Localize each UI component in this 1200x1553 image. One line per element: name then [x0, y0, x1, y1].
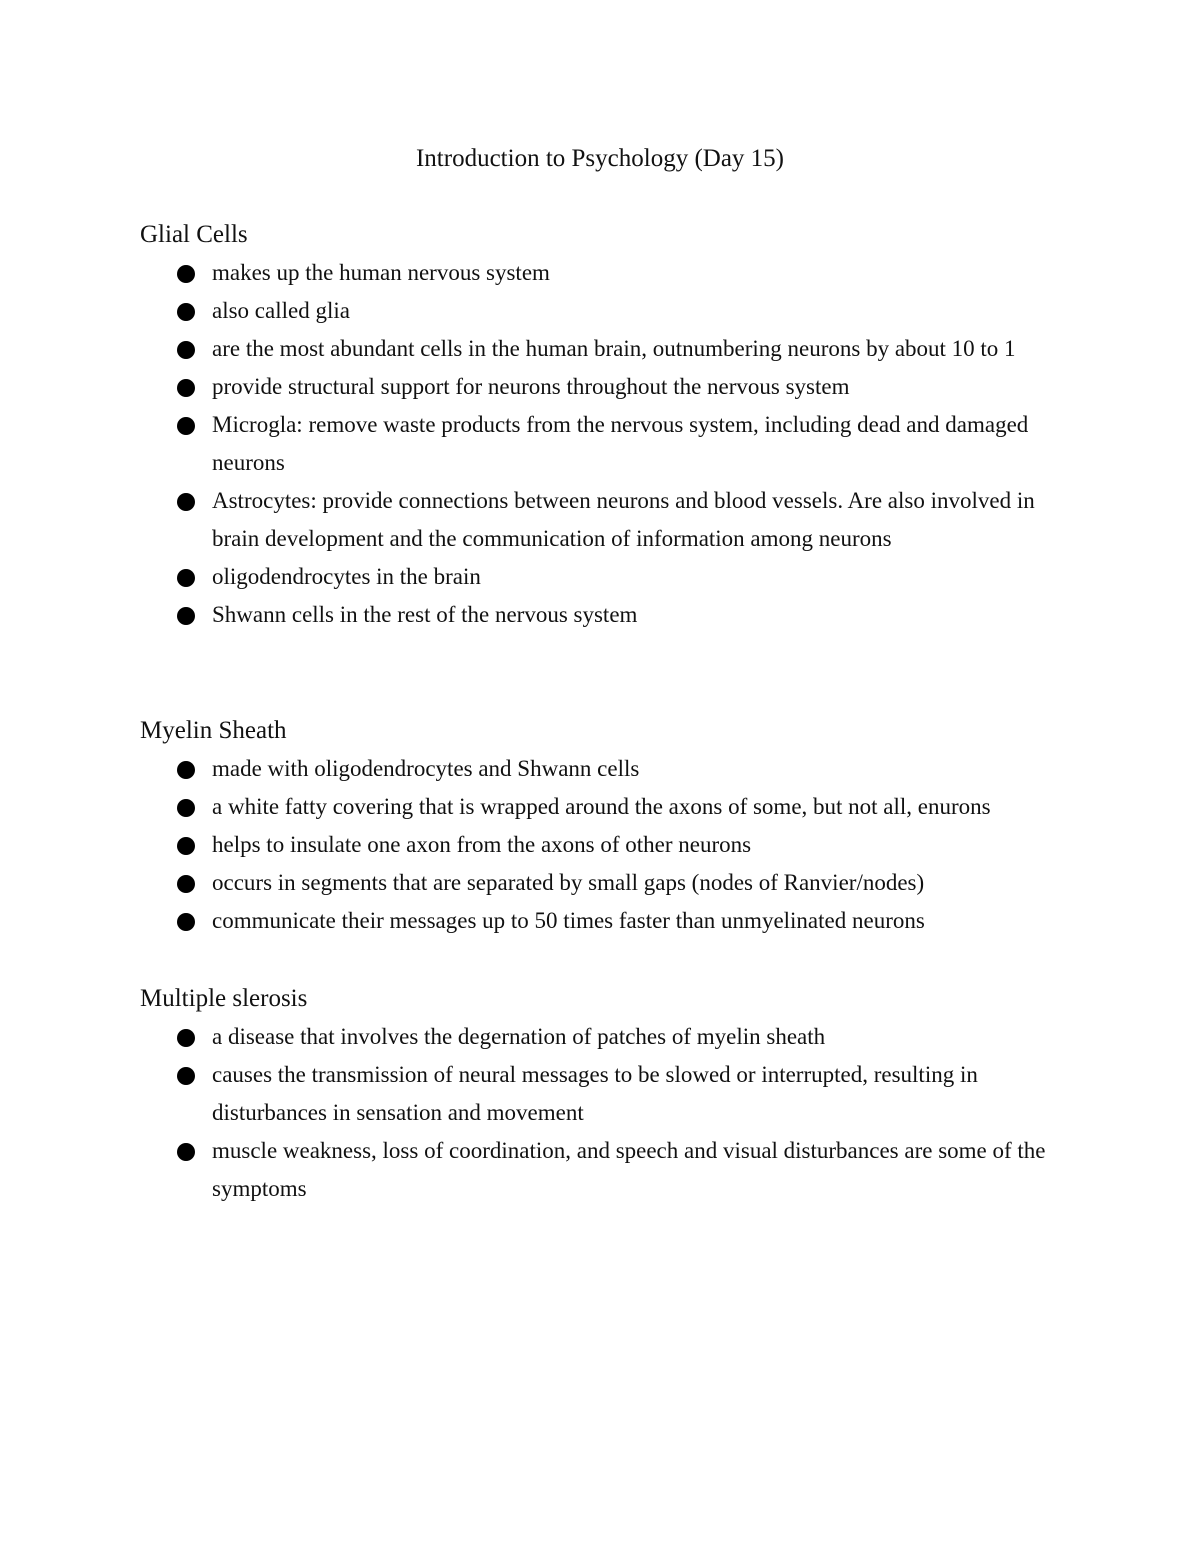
- list-item-text: a white fatty covering that is wrapped around the axons of some, but not all, enurons: [212, 794, 991, 819]
- bullet-icon: [177, 417, 195, 435]
- list-item-text: communicate their messages up to 50 times faster than unmyelinated neurons: [212, 908, 925, 933]
- section-heading: Glial Cells: [140, 221, 248, 248]
- list-item: [212, 1132, 1080, 1208]
- bullet-icon: [177, 1067, 195, 1085]
- list-item: [212, 558, 1080, 596]
- bullet-list: [140, 750, 1080, 940]
- bullet-icon: [177, 569, 195, 587]
- list-item-text: are the most abundant cells in the human brain, outnumbering neurons by about 10 to 1: [212, 336, 1016, 361]
- list-item-text: provide structural support for neurons throughout the nervous system: [212, 374, 850, 399]
- list-item-text: muscle weakness, loss of coordination, and speech and visual disturbances are some of the symptoms: [212, 1138, 1046, 1201]
- bullet-icon: [177, 493, 195, 511]
- list-item-text: oligodendrocytes in the brain: [212, 564, 481, 589]
- list-item: [212, 368, 1080, 406]
- bullet-icon: [177, 341, 195, 359]
- bullet-icon: [177, 761, 195, 779]
- bullet-list: [140, 1018, 1080, 1208]
- list-item: [212, 596, 1080, 634]
- list-item-text: makes up the human nervous system: [212, 260, 550, 285]
- list-item-text: Astrocytes: provide connections between neurons and blood vessels. Are also involved in brain development and the communication of information among neurons: [212, 488, 1035, 551]
- list-item-text: a disease that involves the degernation of patches of myelin sheath: [212, 1024, 826, 1049]
- list-item: [212, 1056, 1080, 1132]
- list-item-text: causes the transmission of neural messages to be slowed or interrupted, resulting in disturbances in sensation and movement: [212, 1062, 978, 1125]
- bullet-icon: [177, 913, 195, 931]
- bullet-icon: [177, 799, 195, 817]
- list-item-text: helps to insulate one axon from the axons of other neurons: [212, 832, 752, 857]
- list-item: [212, 826, 1080, 864]
- bullet-list: [140, 254, 1080, 634]
- section-heading: Multiple slerosis: [140, 985, 308, 1012]
- list-item: [212, 1018, 1080, 1056]
- list-item: [212, 788, 1080, 826]
- bullet-icon: [177, 1143, 195, 1161]
- section-myelin-sheath: [140, 712, 1080, 940]
- bullet-icon: [177, 1029, 195, 1047]
- bullet-icon: [177, 607, 195, 625]
- bullet-icon: [177, 837, 195, 855]
- list-item: [212, 330, 1080, 368]
- list-item: [212, 292, 1080, 330]
- list-item-text: also called glia: [212, 298, 350, 323]
- list-item: [212, 864, 1080, 902]
- list-item-text: Microgla: remove waste products from the nervous system, including dead and damaged neurons: [212, 412, 1029, 475]
- bullet-icon: [177, 303, 195, 321]
- bullet-icon: [177, 379, 195, 397]
- list-item-text: occurs in segments that are separated by small gaps (nodes of Ranvier/nodes): [212, 870, 925, 895]
- list-item: [212, 750, 1080, 788]
- bullet-icon: [177, 875, 195, 893]
- section-multiple-sclerosis: [140, 980, 1080, 1208]
- list-item: [212, 254, 1080, 292]
- section-glial-cells: [140, 216, 1080, 634]
- section-heading: Myelin Sheath: [140, 717, 287, 744]
- list-item: [212, 902, 1080, 940]
- list-item: [212, 482, 1080, 558]
- list-item-text: made with oligodendrocytes and Shwann cells: [212, 756, 640, 781]
- list-item: [212, 406, 1080, 482]
- document-title: Introduction to Psychology (Day 15): [415, 145, 784, 172]
- bullet-icon: [177, 265, 195, 283]
- list-item-text: Shwann cells in the rest of the nervous system: [212, 602, 638, 627]
